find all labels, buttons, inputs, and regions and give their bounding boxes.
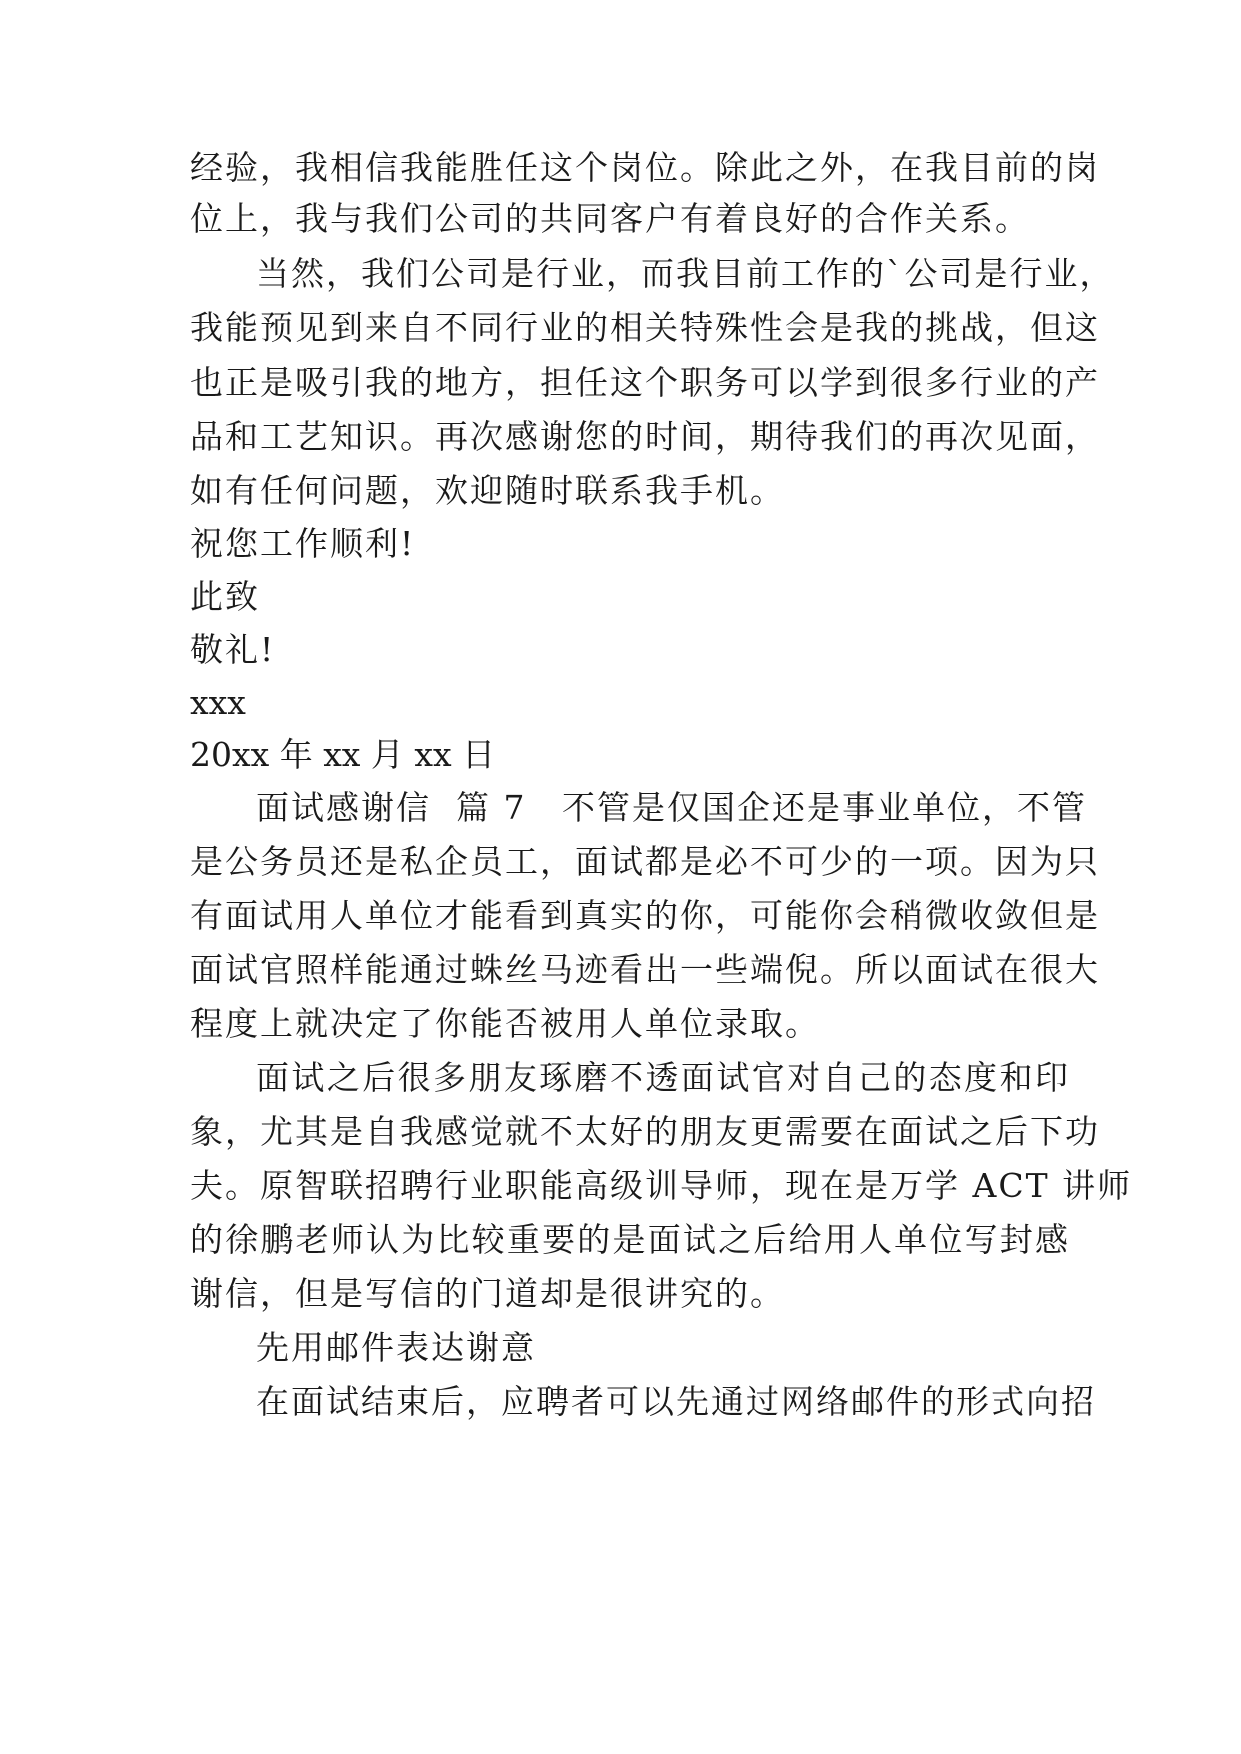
section-heading: 面试感谢信 篇 7 (256, 788, 527, 827)
paragraph-line: 经验，我相信我能胜任这个岗位。除此之外，在我目前的岗 (190, 148, 1100, 187)
paragraph-line: 品和工艺知识。再次感谢您的时间，期待我们的再次见面， (190, 417, 1100, 456)
paragraph-line: 象，尤其是自我感觉就不太好的朋友更需要在面试之后下功 (190, 1112, 1100, 1151)
paragraph-line: 夫。原智联招聘行业职能高级训导师，现在是万学 ACT 讲师 (190, 1166, 1133, 1205)
paragraph-line: 是公务员还是私企员工，面试都是必不可少的一项。因为只 (190, 842, 1100, 881)
paragraph-line: 程度上就决定了你能否被用人单位录取。 (190, 1004, 820, 1043)
paragraph-line: 的徐鹏老师认为比较重要的是面试之后给用人单位写封感 (190, 1220, 1070, 1259)
signature-line: xxx (190, 683, 246, 722)
paragraph-line: 谢信，但是写信的门道却是很讲究的。 (190, 1274, 785, 1313)
paragraph-line: 如有任何问题，欢迎随时联系我手机。 (190, 471, 785, 510)
date-line: 20xx 年 xx 月 xx 日 (190, 735, 496, 774)
paragraph-line: 面试官照样能通过蛛丝马迹看出一些端倪。所以面试在很大 (190, 950, 1100, 989)
subheading: 先用邮件表达谢意 (256, 1328, 536, 1367)
closing-line: 敬礼! (190, 630, 276, 669)
paragraph-line: 面试之后很多朋友琢磨不透面试官对自己的态度和印 (256, 1058, 1070, 1097)
paragraph-line: 也正是吸引我的地方，担任这个职务可以学到很多行业的产 (190, 363, 1100, 402)
paragraph-line: 不管是仅国企还是事业单位，不管 (562, 788, 1087, 827)
closing-line: 此致 (190, 577, 260, 616)
closing-line: 祝您工作顺利! (190, 524, 416, 563)
paragraph-line: 当然，我们公司是行业，而我目前工作的`公司是行业， (256, 254, 1115, 293)
paragraph-line: 有面试用人单位才能看到真实的你，可能你会稍微收敛但是 (190, 896, 1100, 935)
paragraph-line: 在面试结束后，应聘者可以先通过网络邮件的形式向招 (256, 1382, 1096, 1421)
paragraph-line: 位上，我与我们公司的共同客户有着良好的合作关系。 (190, 199, 1030, 238)
paragraph-line: 我能预见到来自不同行业的相关特殊性会是我的挑战，但这 (190, 308, 1100, 347)
